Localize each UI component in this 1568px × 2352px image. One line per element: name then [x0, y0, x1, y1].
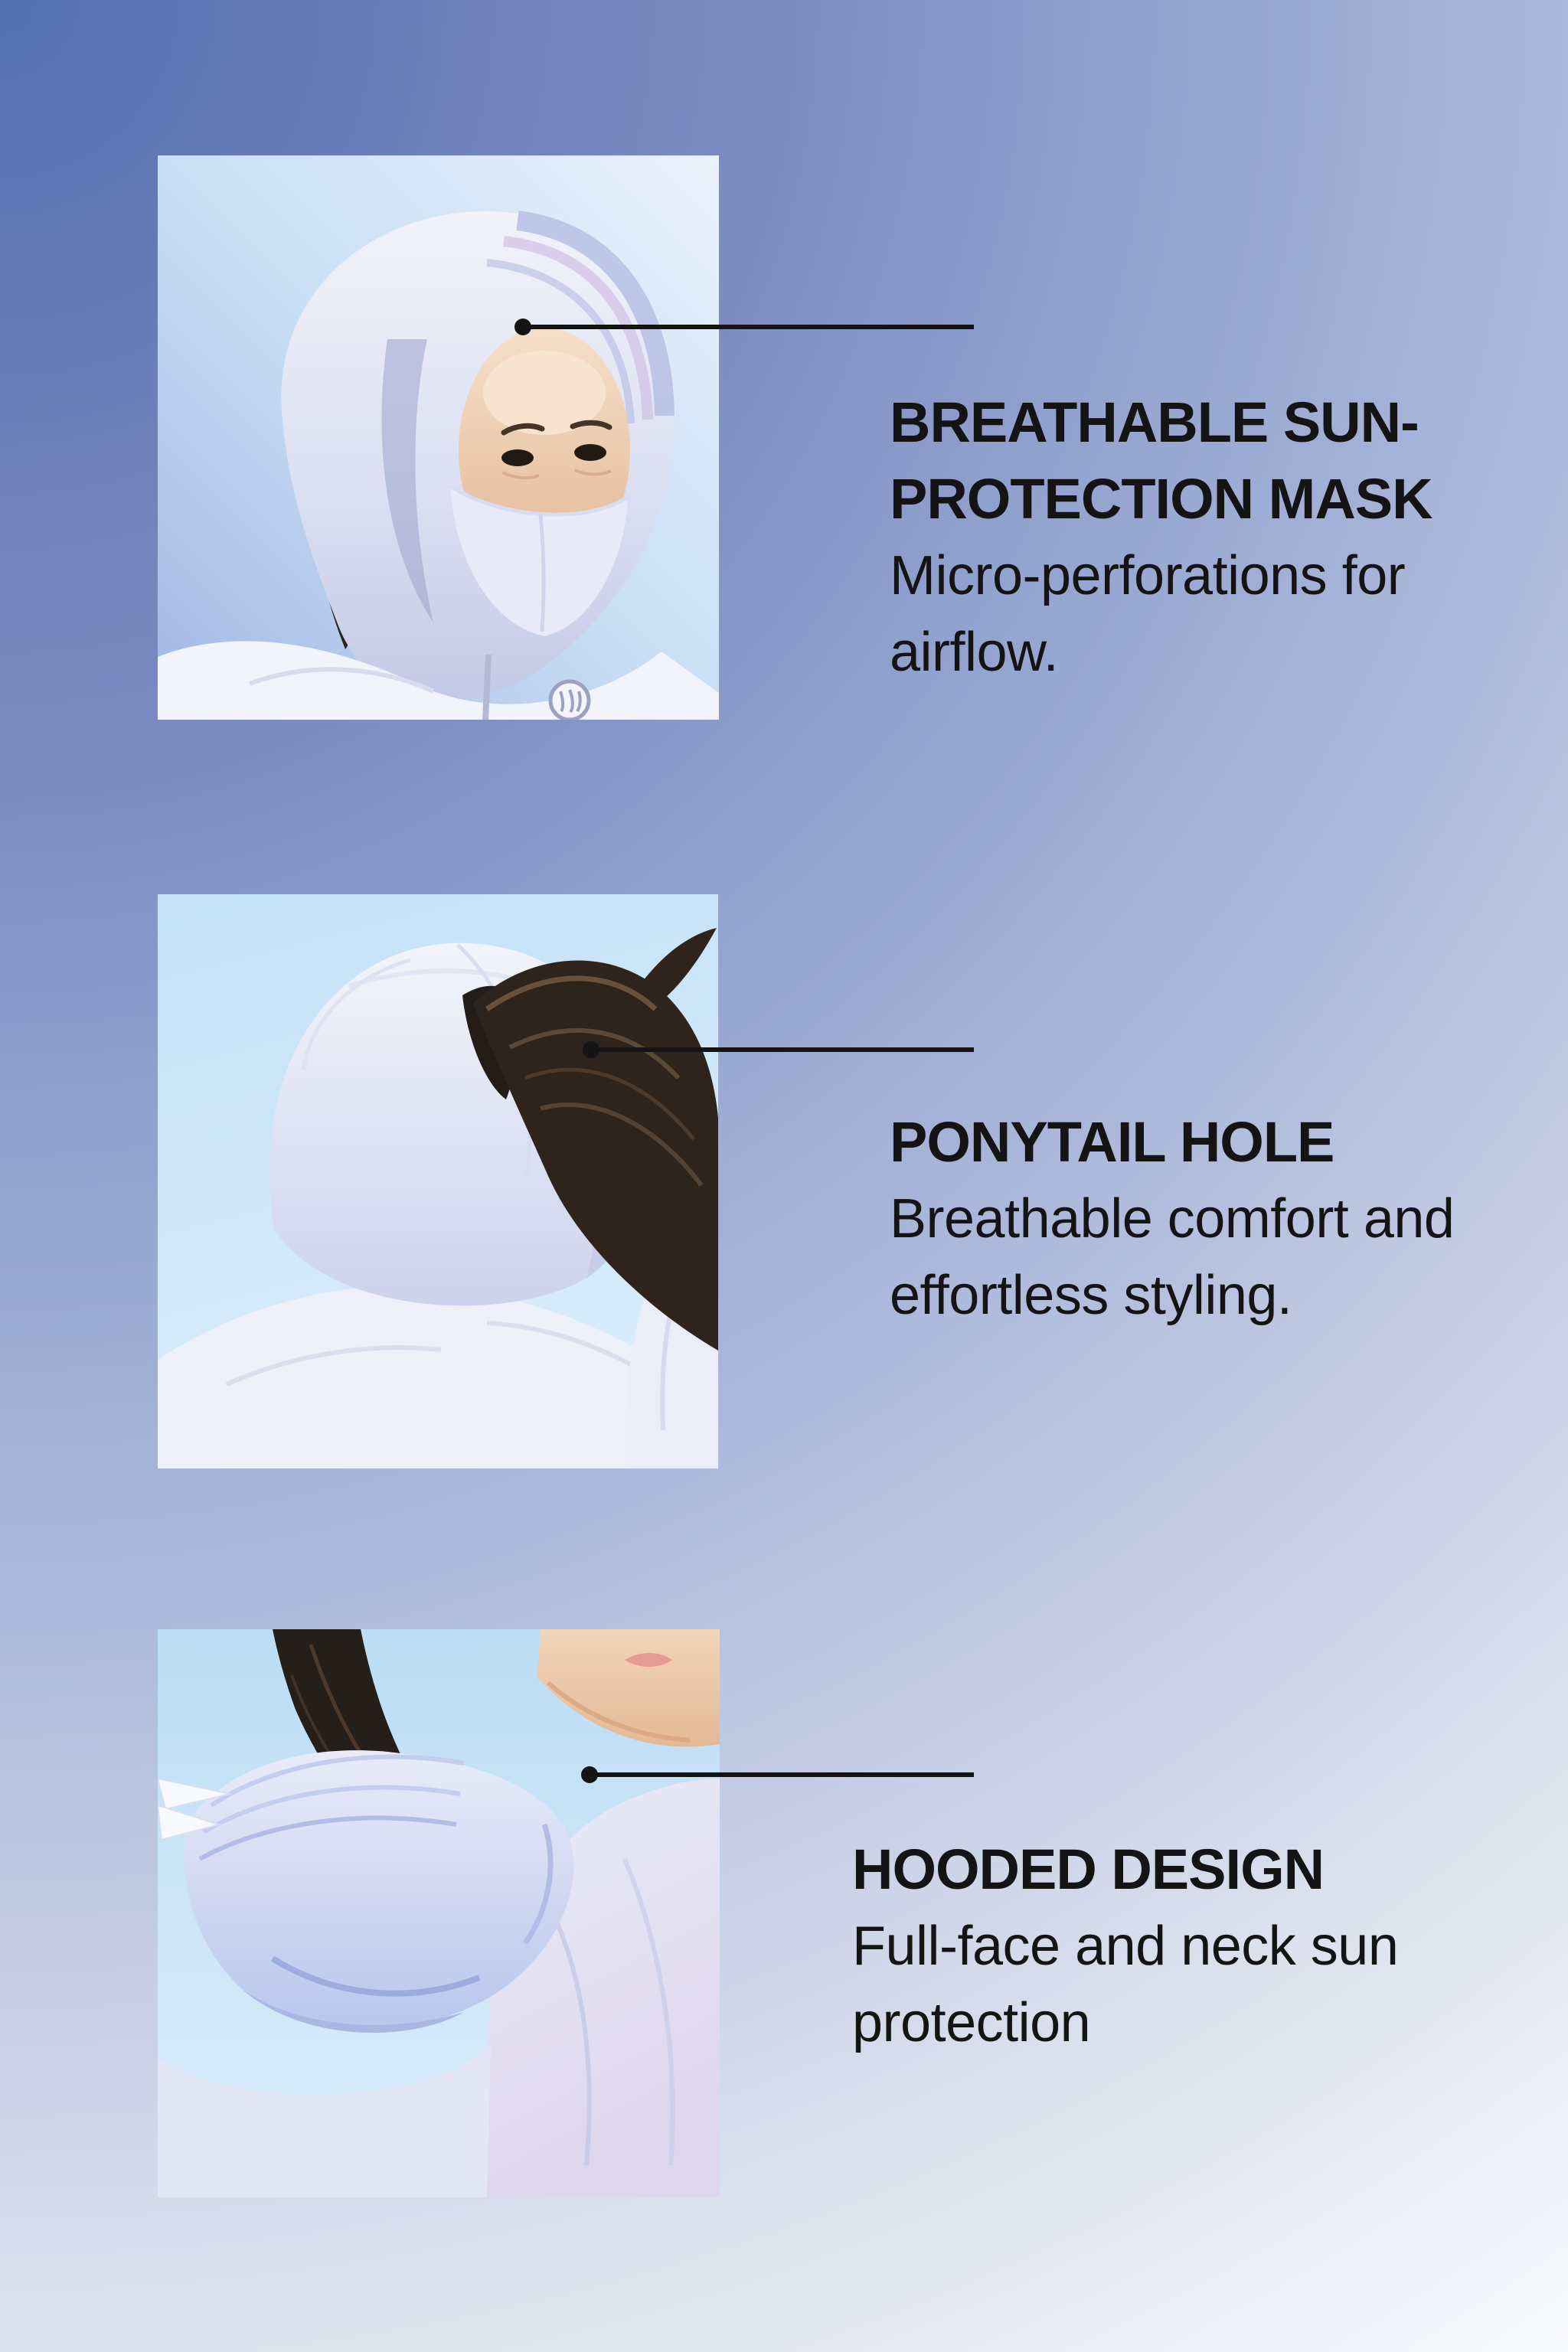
- front-hood-mask-photo: [158, 155, 719, 720]
- feature-desc-line: protection: [852, 1992, 1091, 2053]
- callout-line-mask: [523, 325, 974, 329]
- feature-text-ponytail: [890, 1104, 1454, 1334]
- feature-desc-line: Breathable comfort and: [890, 1188, 1455, 1250]
- feature-desc-line: effortless styling.: [890, 1265, 1292, 1326]
- callout-dot-hood: [581, 1766, 598, 1783]
- feature-text-hood: [852, 1831, 1398, 2061]
- feature-desc-line: Micro-perforations for: [890, 545, 1406, 606]
- feature-title-line: PROTECTION MASK: [890, 467, 1432, 531]
- callout-line-ponytail: [591, 1047, 974, 1052]
- back-hood-ponytail-illustration: [158, 894, 718, 1468]
- back-hood-ponytail-photo: [158, 894, 718, 1468]
- feature-desc-line: Full-face and neck sun: [852, 1916, 1399, 1977]
- feature-text-mask: [890, 384, 1432, 691]
- hood-down-side-illustration: [158, 1629, 720, 2197]
- callout-line-hood: [590, 1772, 974, 1777]
- hood-down-side-photo: [158, 1629, 720, 2197]
- feature-desc-line: airflow.: [890, 622, 1059, 683]
- feature-title-line: HOODED DESIGN: [852, 1838, 1325, 1901]
- callout-dot-ponytail: [583, 1041, 599, 1058]
- front-hood-mask-illustration: [158, 155, 719, 720]
- callout-dot-mask: [514, 318, 531, 335]
- feature-title-line: BREATHABLE SUN-: [890, 390, 1419, 454]
- feature-title-line: PONYTAIL HOLE: [890, 1110, 1334, 1174]
